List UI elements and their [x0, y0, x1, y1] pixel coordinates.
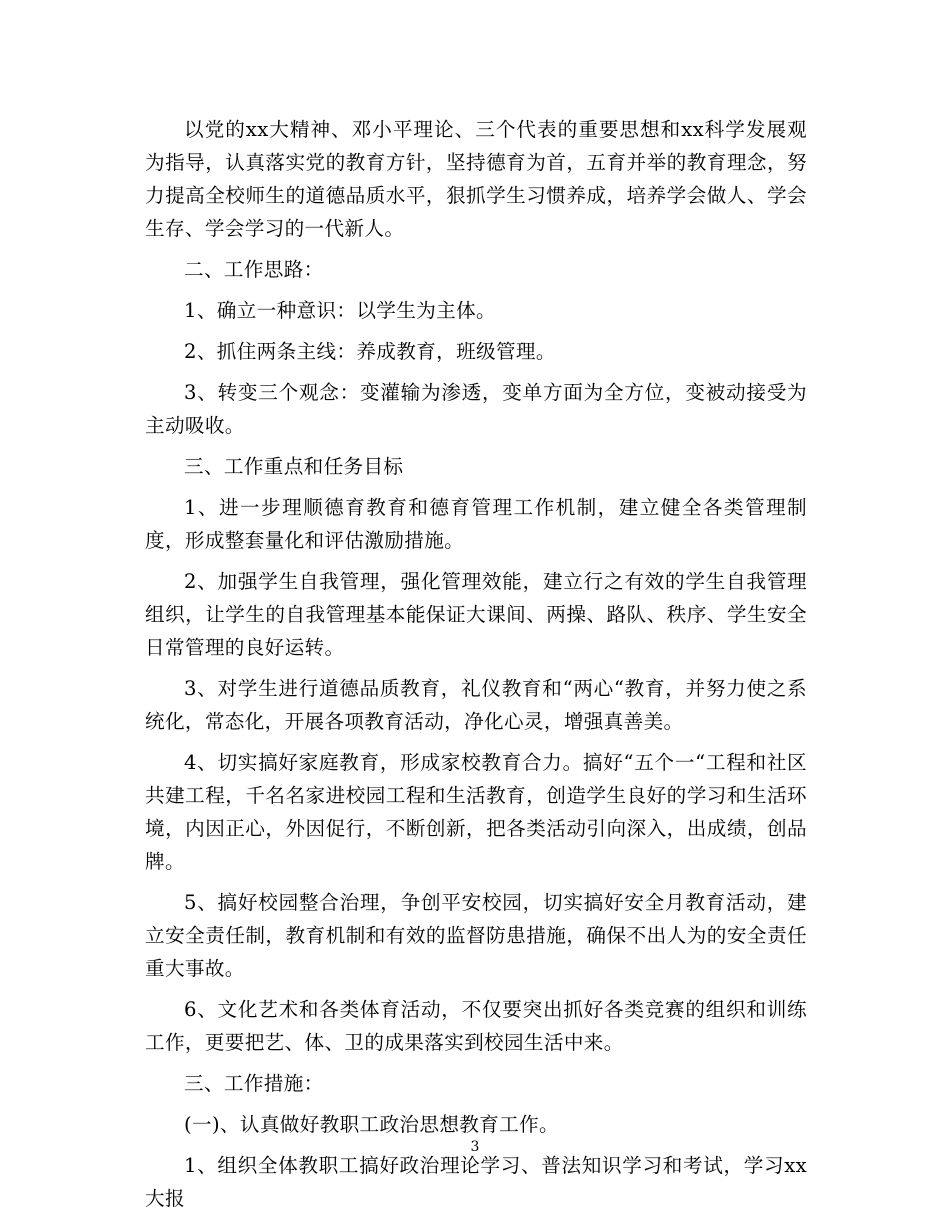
heading-key-tasks: 三、工作重点和任务目标 [184, 455, 404, 478]
paragraph-task-1: 1、进一步理顺德育教育和德育管理工作机制，建立健全各类管理制度，形成整套量化和评估激励措施。 [145, 496, 807, 552]
page-number: 3 [470, 1139, 480, 1155]
paragraph-task-3: 3、对学生进行道德品质教育，礼仪教育和“两心“教育，并努力使之系统化，常态化，开展各项教育活动，净化心灵，增强真善美。 [145, 677, 807, 733]
paragraph-task-5: 5、搞好校园整合治理，争创平安校园，切实搞好安全月教育活动，建立安全责任制，教育机制和有效的监督防患措施，确保不出人为的安全责任重大事故。 [145, 891, 807, 980]
paragraph-task-4: 4、切实搞好家庭教育，形成家校教育合力。搞好“五个一“工程和社区共建工程，千名名家进校园工程和生活教育，创造学生良好的学习和生活环境，内因正心，外因促行，不断创新，把各类活动引向深入，出成绩，创品牌。 [145, 751, 807, 873]
paragraph-guiding-ideology: 以党的xx大精神、邓小平理论、三个代表的重要思想和xx科学发展观为指导，认真落实党的教育方针，坚持德育为首，五育并举的教育理念，努力提高全校师生的道德品质水平，狠抓学生习惯养成，培养学会做人、学会生存、学会学习的一代新人。 [145, 118, 807, 240]
paragraph-measure-1-item-1: 1、组织全体教职工搞好政治理论学习、普法知识学习和考试，学习xx大报 [145, 1154, 807, 1210]
paragraph-task-2: 2、加强学生自我管理，强化管理效能，建立行之有效的学生自我管理组织，让学生的自我管理基本能保证大课间、两操、路队、秩序、学生安全日常管理的良好运转。 [145, 570, 807, 659]
subheading-measure-1: (一)、认真做好教职工政治思想教育工作。 [184, 1113, 559, 1136]
paragraph-task-6: 6、文化艺术和各类体育活动，不仅要突出抓好各类竞赛的组织和训练工作，更要把艺、体、卫的成果落实到校园生活中来。 [145, 998, 807, 1054]
paragraph-approach-2: 2、抓住两条主线：养成教育，班级管理。 [184, 340, 556, 363]
document-body [145, 113, 807, 1223]
paragraph-approach-3: 3、转变三个观念：变灌输为渗透，变单方面为全方位，变被动接受为主动吸收。 [145, 381, 807, 437]
heading-work-approach: 二、工作思路： [184, 258, 324, 281]
paragraph-approach-1: 1、确立一种意识：以学生为主体。 [184, 299, 496, 322]
heading-work-measures: 三、工作措施： [184, 1072, 324, 1095]
